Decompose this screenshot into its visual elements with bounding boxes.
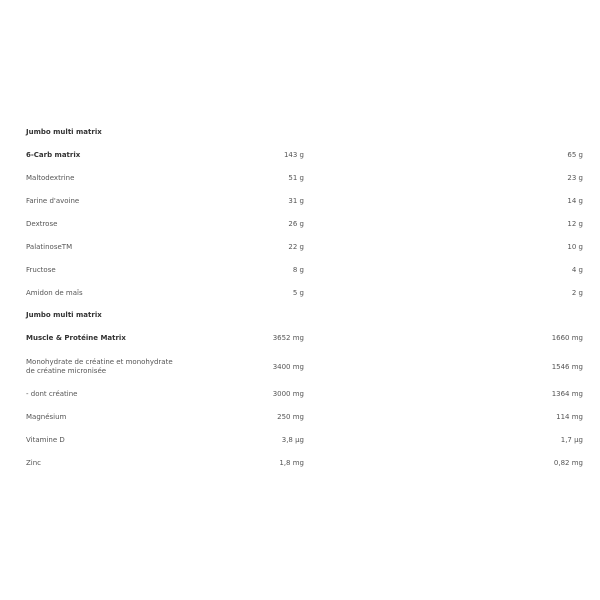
row-label: Jumbo multi matrix (26, 311, 102, 319)
value-col2: 65 g (567, 151, 583, 159)
row-label: Maltodextrine (26, 174, 75, 182)
value-col1: 26 g (288, 220, 304, 228)
row-label: Amidon de maïs (26, 289, 83, 297)
row-label: PalatinoseTM (26, 243, 73, 251)
row-label: Dextrose (26, 220, 58, 228)
table-row (0, 413, 600, 436)
row-label: Magnésium (26, 413, 67, 421)
value-col2: 14 g (567, 197, 583, 205)
table-row (0, 243, 600, 266)
row-label: Zinc (26, 459, 42, 467)
value-col1: 1,8 mg (279, 459, 304, 467)
value-col2: 4 g (571, 266, 583, 274)
table-row (0, 266, 600, 289)
value-col1: 51 g (288, 174, 304, 182)
row-label: 6-Carb matrix (26, 151, 81, 159)
value-col1: 5 g (292, 289, 304, 297)
row-label: Fructose (26, 266, 56, 274)
value-col2: 1546 mg (551, 363, 583, 371)
table-row (0, 459, 600, 482)
table-row (0, 436, 600, 459)
table-row (0, 358, 600, 378)
value-col2: 0,82 mg (553, 459, 583, 467)
table-row (0, 151, 600, 174)
row-label: Vitamine D (26, 436, 65, 444)
value-col2: 23 g (567, 174, 583, 182)
table-row (0, 220, 600, 243)
value-col1: 3000 mg (272, 390, 304, 398)
value-col1: 31 g (288, 197, 304, 205)
value-col1: 3652 mg (272, 334, 304, 342)
value-col2: 114 mg (556, 413, 583, 421)
value-col2: 1364 mg (551, 390, 583, 398)
table-row (0, 334, 600, 357)
row-label: Jumbo multi matrix (26, 128, 102, 136)
table-row (0, 197, 600, 220)
value-col2: 1,7 µg (560, 436, 583, 444)
row-label: Farine d'avoine (26, 197, 80, 205)
row-label: - dont créatine (26, 390, 78, 398)
table-row (0, 390, 600, 413)
value-col1: 3400 mg (272, 363, 304, 371)
value-col1: 250 mg (277, 413, 304, 421)
table-row (0, 174, 600, 197)
value-col2: 2 g (571, 289, 583, 297)
value-col2: 12 g (567, 220, 583, 228)
value-col1: 3,8 µg (281, 436, 304, 444)
value-col1: 8 g (292, 266, 304, 274)
row-label: Monohydrate de créatine et monohydrate de créatine micronisée (26, 358, 173, 375)
table-row (0, 311, 600, 334)
row-label: Muscle & Protéine Matrix (26, 334, 126, 342)
value-col1: 143 g (283, 151, 304, 159)
value-col1: 22 g (288, 243, 304, 251)
value-col2: 1660 mg (551, 334, 583, 342)
table-row (0, 128, 600, 151)
table-row (0, 289, 600, 312)
value-col2: 10 g (567, 243, 583, 251)
